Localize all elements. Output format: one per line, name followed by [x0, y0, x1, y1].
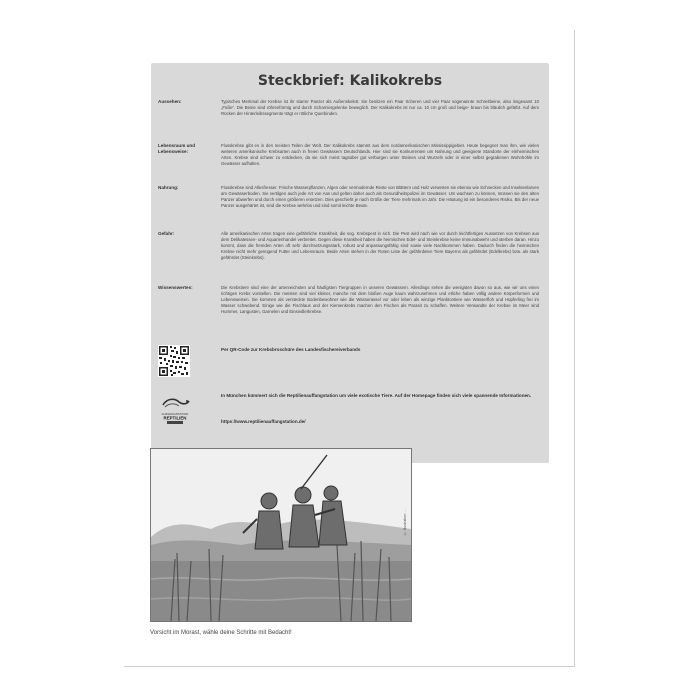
section-text: Die Krebstiere sind eine der artenreichsten und häufigsten Tiergruppen in unseren Gewässern. Allerdings sehen die wenigsten davon so aus, wie wir uns einen richtigen Krebs vorstellen. Die meisten sind viel kleiner, manche mit dem bloßen Auge kaum wahrzunehmen und etliche haben völlig andere Körperformen und Lebensweisen. Sie kommen als verstecktе Bodenbewohner wie die Wasserassel vor oder leben als winzige Planktontiere wie Wasserfloh und Hüpferling frei im Wasser schwebend. Einige wie die Fischlaus und der Kiemenkrebs machen den Fischen als Parasit zu schaffen. Weitere Verwandte der Krebse im Meer sind Hummer, Langusten, Garnelen und Einsiedlerkrebse.	[221, 285, 539, 315]
species-profile-box	[151, 63, 549, 463]
station-link[interactable]: https://www.reptilienauffangstation.de/	[221, 419, 306, 424]
section-label: Aussehen:	[158, 99, 182, 104]
section-text: Flusskrebse sind Allesfresser. Frische Wasserpflanzen, Algen oder vermodernde Reste von Blättern und Holz verwerten sie ebenso wie Schnecken und Insektenlarven am Gewässerboden. Sie vertilgen auch jede Art von Aas und gelten daher auch als Gesundheitspolizei im Gewässer. Um wachsen zu können, müssen sie den alten Panzer abwerfen und durch einen größeren ersetzen. Dies geschieht je nach Größe der Tiere mehrmals im Jahr. Die Häutung ist ein besonderes Risiko. Bis der neue Panzer ausgehärtet ist, sind die Krebse wehrlos und sind somit leichte Beute.	[221, 185, 539, 209]
section-label: Gefahr:	[158, 231, 175, 236]
section-text: Flusskrebse gibt es in den meisten Teilen der Welt. Der Kalikokrebs stammt aus dem nordamerikanischen Mississippigebiet. Heute begegnet man ihm, wie vielen weiteren amerikanische Krebsarten auch in freien Gewässern Deutschlands. Hier sind sie Konkurrenten um Nahrung und geeignete Standorte der einheimischen Arten. Krebse sind schwer zu entdecken, da sie sich meist tagsüber gut verborgen unter Steinen und Wurzeln oder in einer selbst gegrabenen Wohnhöhle im Gewässer aufhalten.	[221, 143, 539, 167]
document-page	[124, 30, 575, 667]
qr-caption: Per QR-Code zur Krebsbroschüre des Landesfischereiverbands	[221, 347, 361, 352]
illustration-drawing	[151, 449, 411, 621]
section-label: Lebensraum und Lebensweise:	[158, 143, 196, 154]
section-label: Wissenswertes:	[158, 285, 193, 290]
reptile-station-logo-icon	[157, 390, 193, 426]
section-label: Nahrung:	[158, 185, 179, 190]
logo-text: REPTILIEN	[163, 415, 187, 421]
illustration-caption: Vorsicht im Morast, wähle deine Schritte mit Bedacht!	[150, 630, 292, 636]
station-text: In München kümmert sich die Reptilienauffangstation um viele exotische Tiere. Auf der Homepage finden sich viele spannende Informationen.	[221, 393, 532, 398]
illustration-credit: © Illustration: ...	[403, 509, 407, 536]
qr-code-icon[interactable]	[158, 345, 190, 377]
svg-text:AUFFANGSTATION: AUFFANGSTATION	[161, 412, 189, 416]
section-text: Alle amerikanischen Arten tragen eine gefährliche Krankheit, die sog. Krebspest in sich. Die Pest wird nach wie vor durch leichtfertiges Aussetzen von Krebsen aus dem Delikatessen- und Aquarienhandel verbreitet. Gegen diese Krankheit haben die heimischen Edel- und Steinkrebse keine Immunabwehr und sterben daran. Hinzu kommt, dass die fremden Arten oft sehr durchsetzungsstark, robust und anpassungsfähig sind sowie viele Nachkommen haben. Dadurch finden die heimischen Krebse nicht mehr genügend Futter und Lebensraum. Beide Arten stehen in der Roten Liste der gefährdeten Tiere Bayerns als gefährdet (Edelkrebs) bzw. als stark gefährdet (Steinkrebs).	[221, 231, 539, 261]
profile-title: Steckbrief: Kalikokrebs	[257, 73, 443, 89]
swamp-illustration	[150, 448, 412, 622]
section-text: Typisches Merkmal der Krebse ist ihr starrer Panzer als Außenskelett. Sie besitzen ein Paar Scheren und vier Paar sogenannte Schreitbeine, also insgesamt 10 „Füße“. Die Beine sind röhrenförmig und durch Scharniergelenke beweglich. Der Kalikokrebs ist nur ca. 10 cm groß und beige- braun bis bläulich gefärbt. Auf dem Rücken der Hinterleibssegmente trägt er rötliche Querbinden.	[221, 99, 539, 117]
